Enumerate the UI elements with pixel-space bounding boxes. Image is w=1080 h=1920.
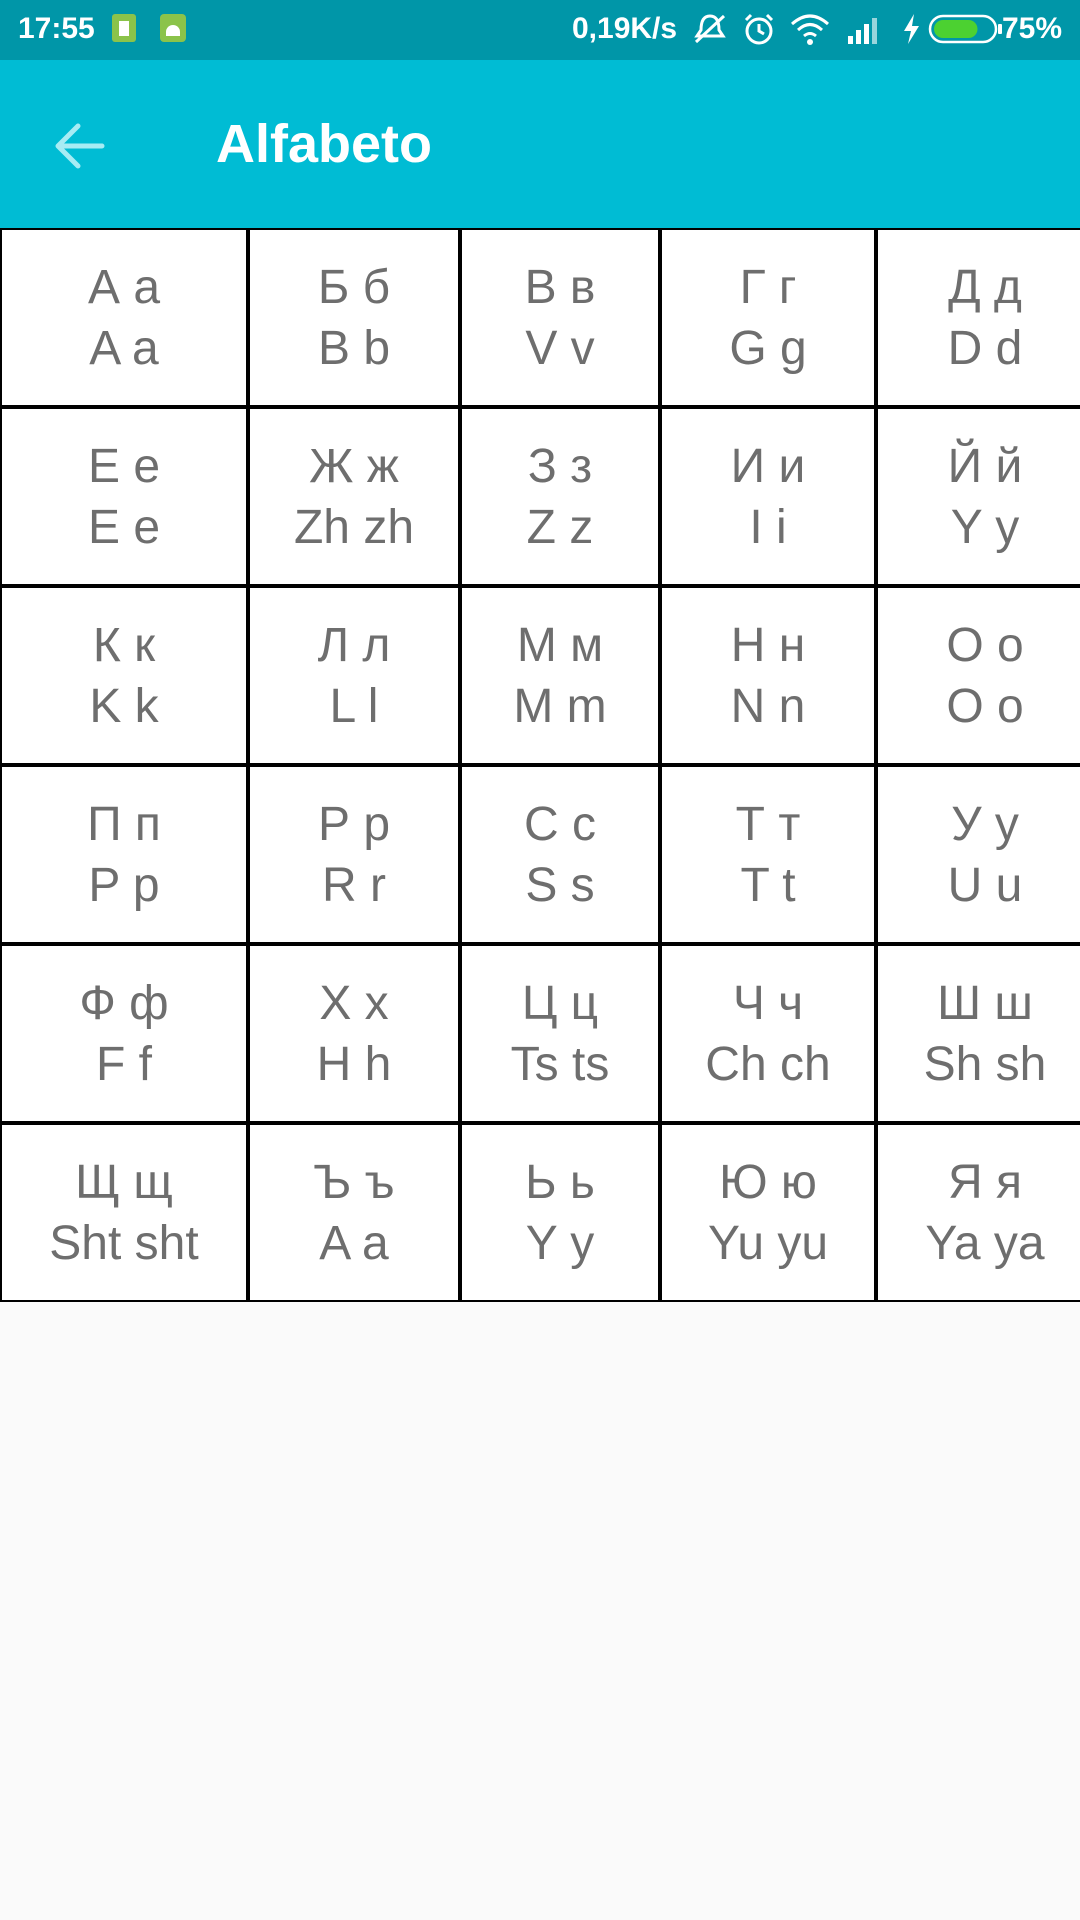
latin-transliteration: Z z (526, 500, 594, 554)
letter-cell[interactable] (662, 230, 874, 405)
cyrillic-letter: В в (524, 260, 596, 314)
sim-battery-icon (110, 12, 138, 52)
cyrillic-letter: Х х (319, 976, 389, 1030)
cyrillic-letter: К к (92, 618, 156, 672)
letter-cell[interactable] (662, 1125, 874, 1300)
cyrillic-letter: Л л (317, 618, 391, 672)
latin-transliteration: M m (513, 679, 607, 733)
letter-cell[interactable] (878, 230, 1080, 405)
letter-cell[interactable] (250, 946, 458, 1121)
letter-cell[interactable] (878, 588, 1080, 763)
letter-cell[interactable] (2, 946, 246, 1121)
latin-transliteration: Sh sh (923, 1037, 1047, 1091)
arrow-back-icon (40, 106, 120, 186)
cyrillic-letter: Ж ж (309, 439, 399, 493)
cyrillic-letter: З з (527, 439, 593, 493)
latin-transliteration: F f (96, 1037, 152, 1091)
latin-transliteration: U u (947, 858, 1023, 912)
letter-cell[interactable] (250, 588, 458, 763)
letter-cell[interactable] (2, 767, 246, 942)
status-bar (0, 0, 1080, 60)
latin-transliteration: Y y (525, 1216, 595, 1270)
cyrillic-letter: С с (524, 797, 596, 851)
latin-transliteration: T t (740, 858, 796, 912)
letter-cell[interactable] (878, 1125, 1080, 1300)
latin-transliteration: D d (947, 321, 1023, 375)
cyrillic-letter: Ц ц (521, 976, 599, 1030)
cyrillic-letter: Ф ф (79, 976, 169, 1030)
letter-cell[interactable] (462, 230, 658, 405)
page-title: Alfabeto (216, 114, 432, 174)
latin-transliteration: A a (89, 321, 159, 375)
latin-transliteration: P p (88, 858, 160, 912)
latin-transliteration: B b (317, 321, 391, 375)
latin-transliteration: R r (322, 858, 386, 912)
latin-transliteration: O o (946, 679, 1024, 733)
latin-transliteration: K k (89, 679, 159, 733)
letter-cell[interactable] (250, 1125, 458, 1300)
cyrillic-letter: Ч ч (732, 976, 804, 1030)
cyrillic-letter: Т т (735, 797, 801, 851)
latin-transliteration: Yu yu (707, 1216, 829, 1270)
cyrillic-letter: И и (730, 439, 806, 493)
app-bar (0, 60, 1080, 228)
latin-transliteration: I i (749, 500, 787, 554)
cyrillic-letter: Е е (87, 439, 161, 493)
cyrillic-letter: Г г (739, 260, 797, 314)
cyrillic-letter: А а (87, 260, 161, 314)
battery-icon (928, 12, 1004, 54)
cyrillic-letter: Ю ю (719, 1155, 817, 1209)
letter-cell[interactable] (2, 409, 246, 584)
cyrillic-letter: Ъ ъ (313, 1155, 395, 1209)
latin-transliteration: A a (319, 1216, 389, 1270)
latin-transliteration: Ch ch (705, 1037, 831, 1091)
latin-transliteration: Ts ts (510, 1037, 610, 1091)
alphabet-grid (0, 228, 1080, 1302)
cyrillic-letter: Щ щ (75, 1155, 173, 1209)
battery-percent: 75% (1001, 12, 1062, 45)
letter-cell[interactable] (662, 409, 874, 584)
status-time: 17:55 (18, 12, 95, 45)
network-speed: 0,19K/s (572, 12, 678, 45)
latin-transliteration: E e (87, 500, 161, 554)
cyrillic-letter: Н н (730, 618, 806, 672)
charging-icon (900, 12, 922, 54)
cyrillic-letter: Д д (948, 260, 1022, 314)
letter-cell[interactable] (878, 767, 1080, 942)
latin-transliteration: Ya ya (925, 1216, 1045, 1270)
latin-transliteration: H h (316, 1037, 392, 1091)
cyrillic-letter: Ш ш (937, 976, 1033, 1030)
latin-transliteration: Y y (950, 500, 1020, 554)
android-icon (158, 12, 188, 52)
letter-cell[interactable] (250, 409, 458, 584)
letter-cell[interactable] (462, 588, 658, 763)
letter-cell[interactable] (662, 946, 874, 1121)
cyrillic-letter: Я я (948, 1155, 1022, 1209)
letter-cell[interactable] (2, 1125, 246, 1300)
cyrillic-letter: Р р (317, 797, 391, 851)
letter-cell[interactable] (462, 946, 658, 1121)
letter-cell[interactable] (878, 946, 1080, 1121)
cyrillic-letter: Й й (947, 439, 1023, 493)
letter-cell[interactable] (878, 409, 1080, 584)
cyrillic-letter: М м (516, 618, 604, 672)
latin-transliteration: G g (729, 321, 807, 375)
wifi-icon (790, 12, 830, 54)
latin-transliteration: Zh zh (293, 500, 415, 554)
letter-cell[interactable] (250, 767, 458, 942)
mute-icon (692, 12, 728, 54)
latin-transliteration: N n (730, 679, 806, 733)
letter-cell[interactable] (662, 588, 874, 763)
cyrillic-letter: У у (951, 797, 1019, 851)
latin-transliteration: Sht sht (49, 1216, 199, 1270)
cyrillic-letter: Б б (317, 260, 391, 314)
letter-cell[interactable] (462, 1125, 658, 1300)
latin-transliteration: L l (329, 679, 379, 733)
cyrillic-letter: О о (946, 618, 1024, 672)
back-button[interactable] (40, 106, 120, 186)
letter-cell[interactable] (2, 588, 246, 763)
cyrillic-letter: П п (87, 797, 161, 851)
letter-cell[interactable] (462, 767, 658, 942)
letter-cell[interactable] (462, 409, 658, 584)
letter-cell[interactable] (2, 230, 246, 405)
signal-icon (846, 12, 884, 54)
alarm-icon (742, 12, 776, 54)
latin-transliteration: S s (525, 858, 595, 912)
letter-cell[interactable] (250, 230, 458, 405)
cyrillic-letter: Ь ь (525, 1155, 595, 1209)
letter-cell[interactable] (662, 767, 874, 942)
latin-transliteration: V v (525, 321, 595, 375)
